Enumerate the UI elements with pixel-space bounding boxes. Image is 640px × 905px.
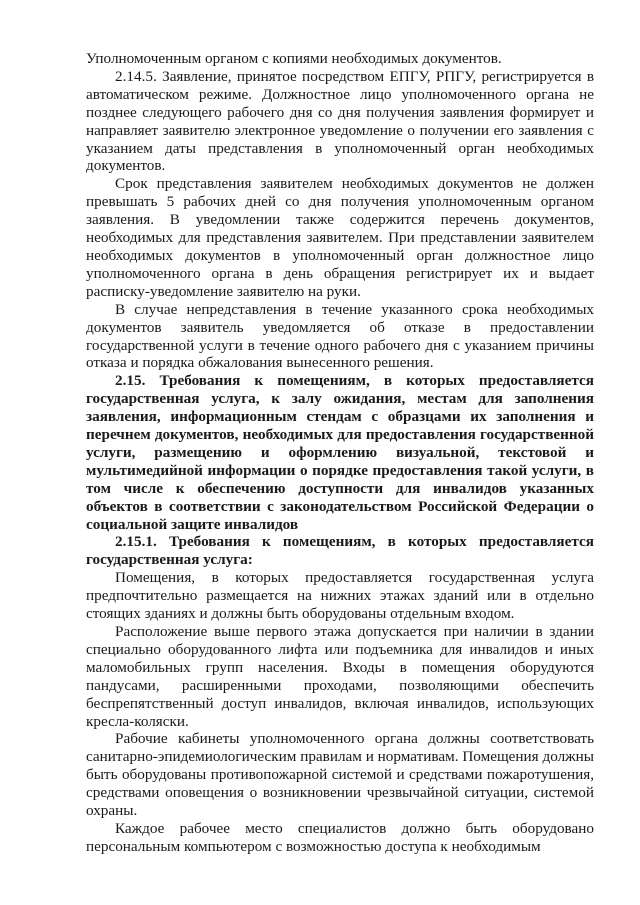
paragraph-office-requirements: Рабочие кабинеты уполномоченного органа должны соответствовать санитарно-эпидемиологическим правилам и нормативам. Помещения должны быть оборудованы противопожарной системой и средствами пожаротушения, средствами оповещения о возникновении чрезвычайной ситуации, системой охраны. [86, 730, 594, 820]
paragraph-refusal-notice: В случае непредставления в течение указанного срока необходимых документов заявитель уведомляется об отказе в предоставлении государственной услуги в течение одного рабочего дня с указанием причины отказа и порядка обжалования вынесенного решения. [86, 300, 594, 372]
paragraph-2-14-5: 2.14.5. Заявление, принятое посредством ЕПГУ, РПГУ, регистрируется в автоматическом режиме. Должностное лицо уполномоченного органа не позднее следующего рабочего дня со дня получения заявления формирует и направляет заявителю электронное уведомление о получении его заявления с указанием даты представления в уполномоченный орган необходимых документов. [86, 67, 594, 175]
paragraph-intro-tail: Уполномоченным органом с копиями необходимых документов. [86, 50, 502, 67]
paragraph-premises-location: Помещения, в которых предоставляется государственная услуга предпочтительно размещается на нижних этажах зданий или в отдельно стоящих зданиях и должны быть оборудованы отдельным входом. [86, 569, 594, 623]
paragraph-submission-deadline: Срок представления заявителем необходимых документов не должен превышать 5 рабочих дней со дня получения уполномоченным органом заявления. В уведомлении также содержится перечень документов, необходимых для представления заявителем. При представлении заявителем необходимых документов в уполномоченный орган должностное лицо уполномоченного органа в день обращения регистрирует их и выдает расписку-уведомление заявителю на руки. [86, 175, 594, 300]
paragraph-upper-floor-access: Расположение выше первого этажа допускается при наличии в здании специально оборудованного лифта или подъемника для инвалидов и иных маломобильных групп населения. Входы в помещения оборудуются пандусами, расширенными проходами, позволяющими обеспечить беспрепятственный доступ инвалидов, включая инвалидов, использующих кресла-коляски. [86, 623, 594, 730]
document-page [86, 50, 594, 856]
section-heading-2-15-1: 2.15.1. Требования к помещениям, в которых предоставляется государственная услуга: [86, 533, 594, 569]
section-heading-2-15: 2.15. Требования к помещениям, в которых предоставляется государственная услуга, к залу ожидания, местам для заполнения заявления, информационным стендам с образцами их заполнения и перечнем документов, необходимых для предоставления государственной услуги, размещению и оформлению визуальной, текстовой и мультимедийной информации о порядке предоставления такой услуги, в том числе к обеспечению доступности для инвалидов указанных объектов в соответствии с законодательством Российской Федерации о социальной защите инвалидов [86, 372, 594, 533]
paragraph-workplace-equipment: Каждое рабочее место специалистов должно быть оборудовано персональным компьютером с возможностью доступа к необходимым [86, 819, 594, 855]
